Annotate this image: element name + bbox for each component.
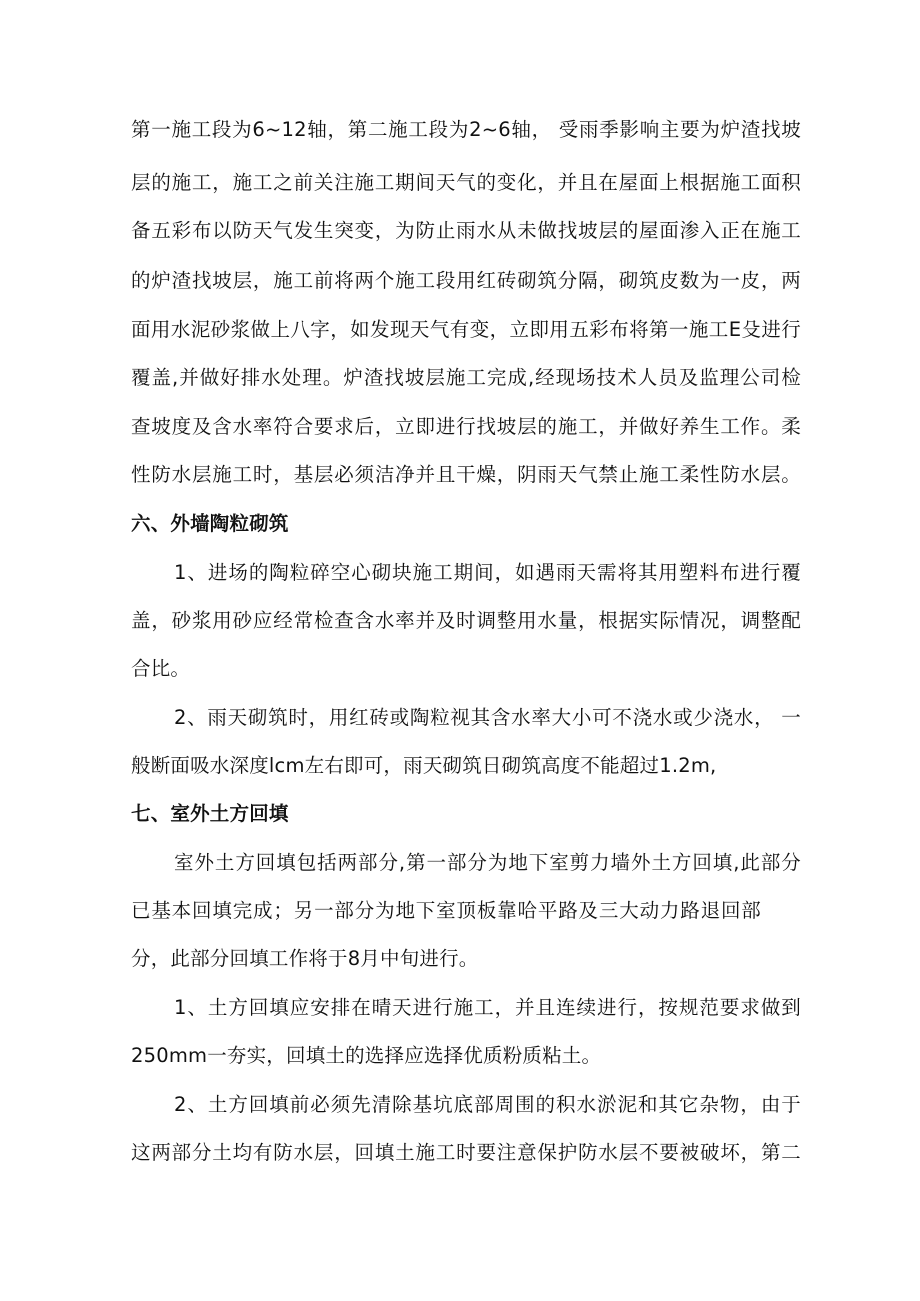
text-line: 分，此部分回填工作将于8月中旬进行。 [131, 947, 479, 970]
text-line: 层的施工，施工之前关注施工期间天气的变化，并且在屋面上根据施工面积 [131, 171, 801, 194]
text-line: 合比。 [131, 657, 191, 680]
text-line: 第一施工段为6~12轴，第二施工段为2~6轴， 受雨季影响主要为炉渣找坡 [131, 118, 801, 141]
text-line: 1、进场的陶粒碎空心砌块施工期间，如遇雨天需将其用塑料布进行覆 [174, 561, 801, 584]
text-line: 查坡度及含水率符合要求后，立即进行找坡层的施工，并做好养生工作。柔 [131, 415, 801, 438]
text-line: 室外土方回填包括两部分,第一部分为地下室剪力墙外土方回填,此部分 [174, 851, 801, 874]
text-line: 2、土方回填前必须先清除基坑底部周围的积水淤泥和其它杂物，由于 [174, 1093, 801, 1116]
text-line: 覆盖,并做好排水处理。炉渣找坡层施工完成,经现场技术人员及监理公司检 [131, 366, 801, 389]
text-line: 这两部分土均有防水层，回填土施工时要注意保护防水层不要被破坏，第二 [131, 1141, 801, 1164]
text-line: 的炉渣找坡层，施工前将两个施工段用红砖砌筑分隔，砌筑皮数为一皮，两 [131, 269, 801, 292]
text-line: 面用水泥砂浆做上八字，如发现天气有变，立即用五彩布将第一施工E殳进行 [131, 318, 801, 341]
text-line: 备五彩布以防天气发生突变，为防止雨水从未做找坡层的屋面渗入正在施工 [131, 219, 801, 242]
text-line: 般断面吸水深度lcm左右即可，雨天砌筑日砌筑高度不能超过1.2m, [131, 754, 717, 777]
text-line: 1、土方回填应安排在晴天进行施工，并且连续进行，按规范要求做到 [174, 996, 801, 1019]
text-line: 性防水层施工时，基层必须洁净并且干燥，阴雨天气禁止施工柔性防水层。 [131, 463, 801, 486]
text-line: 已基本回填完成；另一部分为地下室顶板靠哈平路及三大动力路退回部 [131, 899, 761, 922]
text-line: 250mm一夯实，回填土的选择应选择优质粉质粘土。 [131, 1044, 602, 1067]
text-line: 2、雨天砌筑时，用红砖或陶粒视其含水率大小可不浇水或少浇水， 一 [174, 706, 801, 729]
section-heading-7: 七、室外土方回填 [131, 802, 289, 825]
section-heading-6: 六、外墙陶粒砌筑 [131, 512, 289, 535]
text-line: 盖，砂浆用砂应经常检查含水率并及时调整用水量，根据实际情况，调整配 [131, 609, 801, 632]
